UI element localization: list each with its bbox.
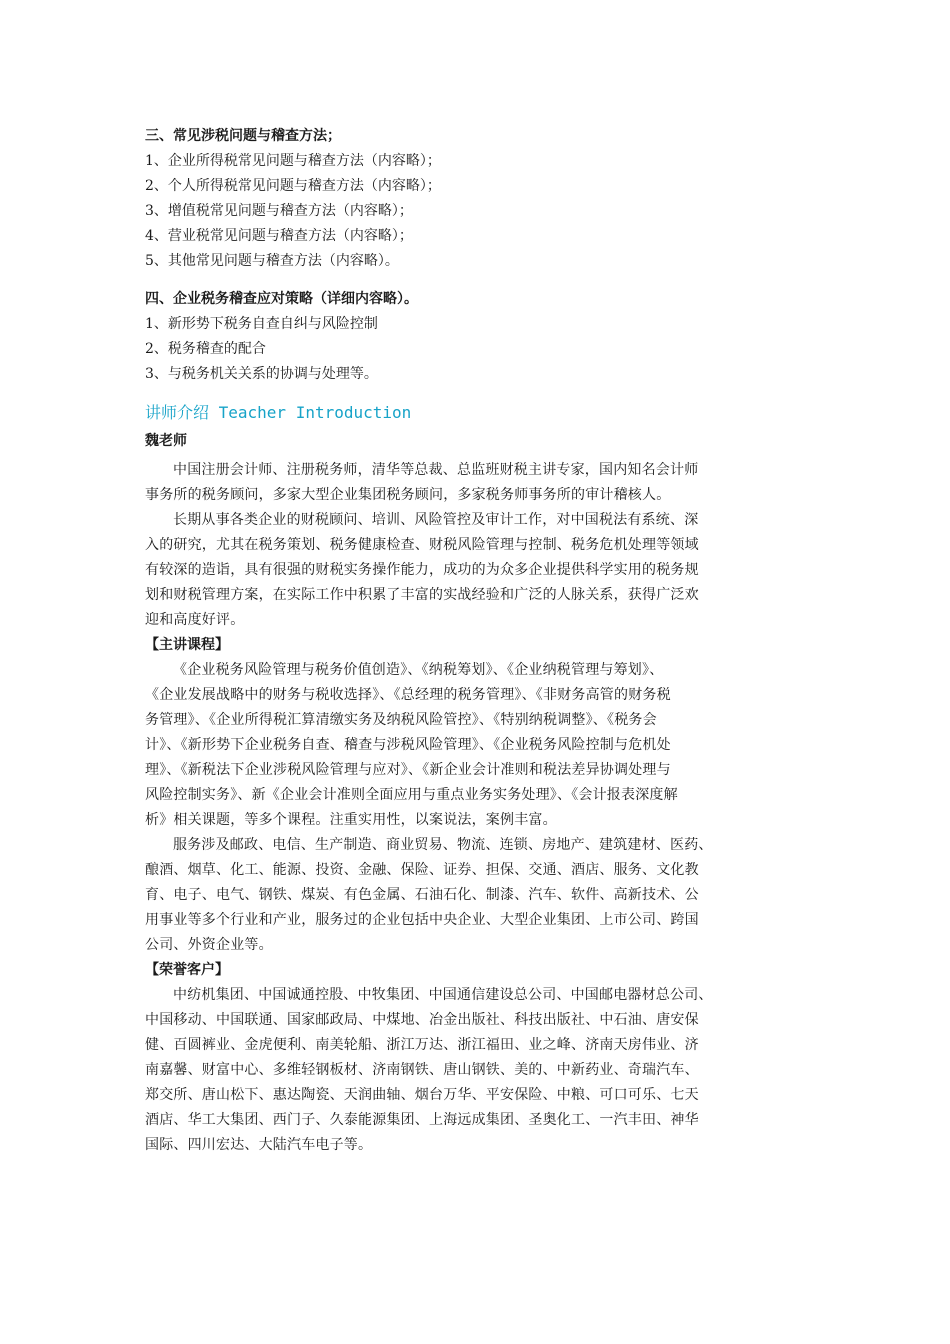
section3-item: 1、企业所得税常见问题与稽查方法（内容略）； [145,153,441,169]
courses-line: 析》相关课题，等多个课程。注重实用性，以案说法，案例丰富。 [145,812,557,828]
section4-item: 3、与税务机关关系的协调与处理等。 [145,366,378,382]
clients-line: 南嘉馨、财富中心、多维轻钢板材、济南钢铁、唐山钢铁、美的、中新药业、奇瑞汽车、 [145,1062,699,1078]
service-line: 用事业等多个行业和产业，服务过的企业包括中央企业、大型企业集团、上市公司、跨国 [145,912,699,928]
document-page [145,124,785,1158]
courses-line: 风险控制实务》、新《企业会计准则全面应用与重点业务实务处理》、《会计报表深度解 [145,787,678,803]
teacher-bio-paragraph-1 [145,458,777,508]
courses-paragraph [145,658,777,833]
service-line: 酿酒、烟草、化工、能源、投资、金融、保险、证券、担保、交通、酒店、服务、文化教 [145,862,699,878]
bio2-line: 划和财税管理方案，在实际工作中积累了丰富的实战经验和广泛的人脉关系，获得广泛欢 [145,587,699,603]
service-line: 服务涉及邮政、电信、生产制造、商业贸易、物流、连锁、房地产、建筑建材、医药、 [173,837,713,853]
section4-item: 2、税务稽查的配合 [145,341,266,357]
bio2-line: 有较深的造诣，具有很强的财税实务操作能力，成功的为众多企业提供科学实用的税务规 [145,562,699,578]
bio1-line: 中国注册会计师、注册税务师，清华等总裁、总监班财税主讲专家，国内知名会计师 [173,462,699,478]
courses-line: 计》、《新形势下企业税务自查、稽查与涉税风险管理》、《企业税务风险控制与危机处 [145,737,671,753]
section3-title: 三、常见涉税问题与稽查方法； [145,128,341,144]
section4-title: 四、企业税务稽查应对策略（详细内容略）。 [145,291,418,307]
spacer [145,274,785,287]
bio2-line: 长期从事各类企业的财税顾问、培训、风险管控及审计工作，对中国税法有系统、深 [173,512,699,528]
teacher-introduction-heading: 讲师介绍 Teacher Introduction [145,403,412,422]
teacher-bio-paragraph-2 [145,508,777,633]
section3-item: 3、增值税常见问题与稽查方法（内容略）； [145,203,413,219]
bio2-line: 迎和高度好评。 [145,612,245,628]
service-paragraph [145,833,777,958]
bio2-line: 入的研究，尤其在税务策划、税务健康检查、财税风险管理与控制、税务危机处理等领域 [145,537,699,553]
clients-line: 中纺机集团、中国诚通控股、中牧集团、中国通信建设总公司、中国邮电器材总公司、 [173,987,713,1003]
courses-line: 务管理》、《企业所得税汇算清缴实务及纳税风险管控》、《特别纳税调整》、《税务会 [145,712,657,728]
service-line: 公司、外资企业等。 [145,937,273,953]
clients-line: 酒店、华工大集团、西门子、久泰能源集团、上海远成集团、圣奥化工、一汽丰田、神华 [145,1112,699,1128]
service-line: 育、电子、电气、钢铁、煤炭、有色金属、石油石化、制漆、汽车、软件、高新技术、公 [145,887,699,903]
section4-item: 1、新形势下税务自查自纠与风险控制 [145,316,378,332]
courses-line: 《企业税务风险管理与税务价值创造》、《纳税筹划》、《企业纳税管理与筹划》、 [173,662,664,678]
bio1-line: 事务所的税务顾问，多家大型企业集团税务顾问，多家税务师事务所的审计稽核人。 [145,487,671,503]
section3-item: 4、营业税常见问题与稽查方法（内容略）； [145,228,413,244]
section3-item: 5、其他常见问题与稽查方法（内容略）。 [145,253,399,269]
courses-line: 理》、《新税法下企业涉税风险管理与应对》、《新企业会计准则和税法差异协调处理与 [145,762,671,778]
section3-item: 2、个人所得税常见问题与稽查方法（内容略）； [145,178,441,194]
courses-line: 《企业发展战略中的财务与税收选择》、《总经理的税务管理》、《非财务高管的财务税 [145,687,671,703]
clients-title: 【荣誉客户】 [145,962,229,978]
clients-line: 健、百圆裤业、金虎便利、南美轮船、浙江万达、浙江福田、业之峰、济南天房伟业、济 [145,1037,699,1053]
clients-line: 郑交所、唐山松下、惠达陶瓷、天润曲轴、烟台万华、平安保险、中粮、可口可乐、七天 [145,1087,699,1103]
courses-title: 【主讲课程】 [145,637,229,653]
clients-line: 国际、四川宏达、大陆汽车电子等。 [145,1137,373,1153]
teacher-name: 魏老师 [145,433,187,449]
clients-line: 中国移动、中国联通、国家邮政局、中煤地、冶金出版社、科技出版社、中石油、唐安保 [145,1012,699,1028]
clients-paragraph [145,983,777,1158]
